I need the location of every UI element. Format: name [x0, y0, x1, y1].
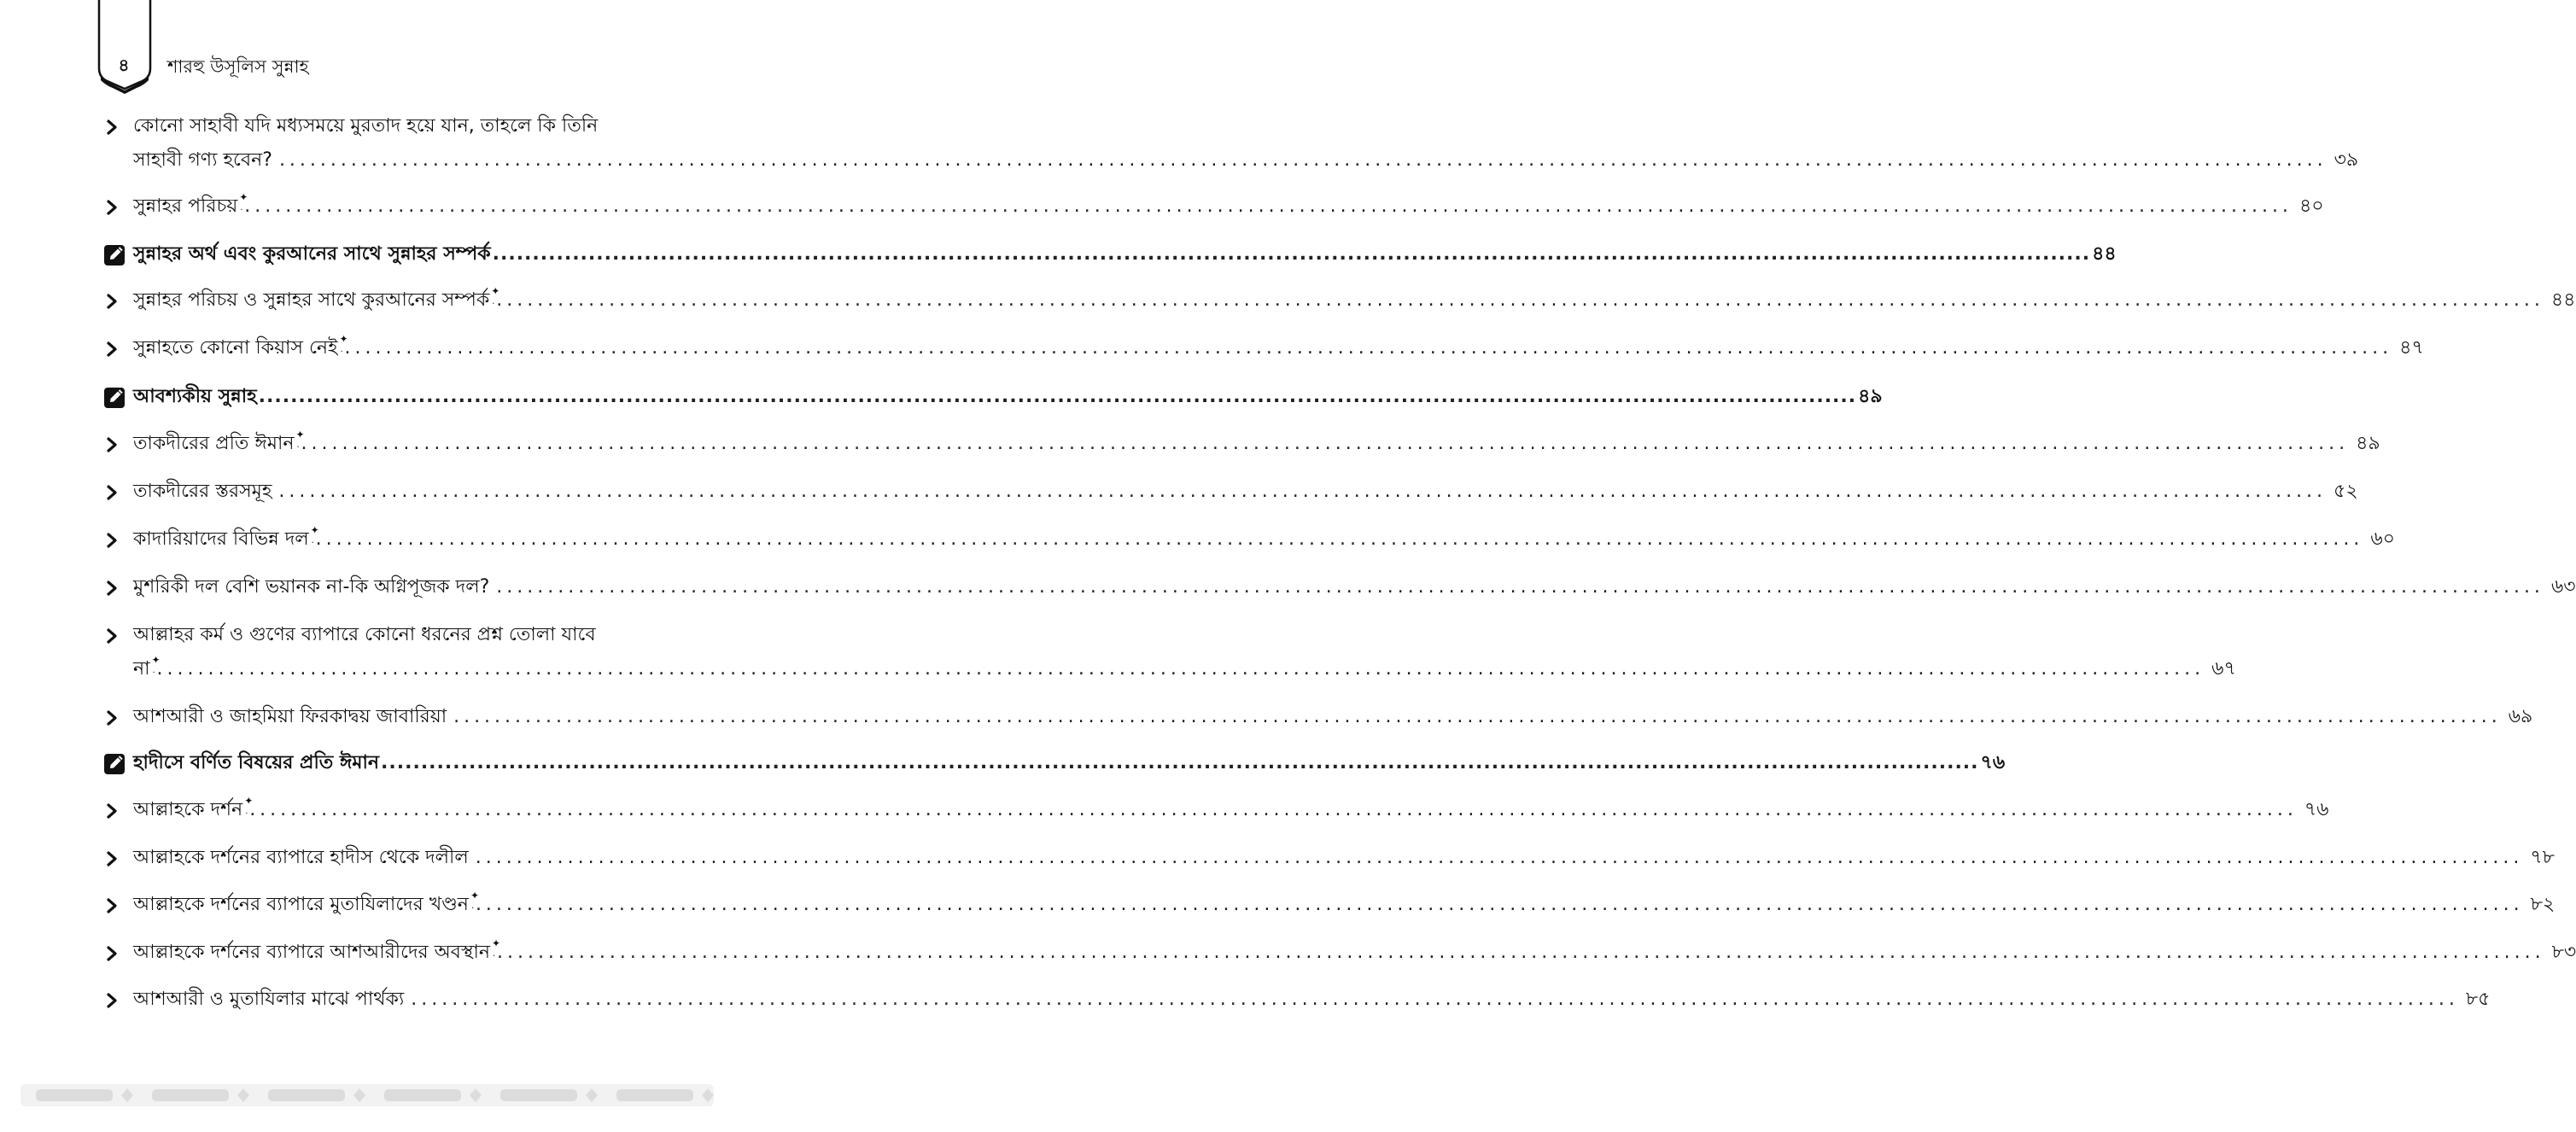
toc-entry-title: সুন্নাহর অর্থ এবং কুরআনের সাথে সুন্নাহর সম্পর্ক — [133, 243, 491, 265]
running-title: শারহু উসূলিস সুন্নাহ — [167, 56, 309, 77]
toc-page-number: ৮৫ — [2465, 989, 2491, 1010]
toc-page-number: ৬৩ — [2550, 576, 2576, 598]
leader-dots: ........................................................................................................................................................................................................ — [496, 576, 2544, 598]
chevron-right-icon — [104, 841, 128, 875]
chevron-right-icon — [104, 983, 128, 1017]
toc-page-number: ৫২ — [2334, 481, 2358, 502]
toc-section-entry[interactable] — [104, 237, 2117, 271]
page-number: ৪ — [118, 55, 130, 75]
toc-entry-title: মুশরিকী দল বেশি ভয়ানক না-কি অগ্নিপূজক দল? — [133, 576, 490, 598]
toc-page-number: ৪৯ — [1858, 386, 1883, 407]
leader-dots: ........................................................................................................................................................................................................ — [496, 289, 2544, 311]
toc-entry[interactable]: সুন্নাহর পরিচয় ✦ · ........................................................................................................................................................................................................ ৪০ — [104, 190, 639, 224]
chevron-right-icon — [104, 283, 128, 318]
toc-entry-title: হাদীসে বর্ণিত বিষয়ের প্রতি ঈমান — [133, 752, 380, 773]
toc-entry-title: তাকদীরের স্তরসমূহ — [133, 481, 272, 502]
leader-dots: ........................................................................................................................................................................................................ — [453, 706, 2502, 727]
toc-entry[interactable]: আল্লাহকে দর্শনের ব্যাপারে আশআরীদের অবস্থান ✦ · ........................................................................................................................................................................................................ ৮৩ — [104, 936, 639, 970]
toc-entry[interactable] — [104, 700, 2533, 734]
leader-dots: ........................................................................................................................................................................................................ — [278, 149, 2328, 171]
leader-dots: ........................................................................................................................................................................................................ — [344, 337, 2393, 359]
leader-dots: ........................................................................................................................................................................................................ — [244, 195, 2293, 217]
pencil-icon — [104, 237, 128, 271]
leader-dots: ........................................................................................................................................................................................................ — [258, 386, 1857, 407]
footer-ornament — [20, 1077, 714, 1113]
toc-entry-title: আশআরী ও জাহমিয়া ফিরকাদ্বয় জাবারিয়া — [133, 706, 447, 727]
toc-entry-title: আল্লাহকে দর্শনের ব্যাপারে আশআরীদের অবস্থান — [133, 942, 490, 963]
chevron-right-icon — [104, 570, 128, 604]
toc-page-number: ৭৮ — [2530, 847, 2555, 868]
toc-entry[interactable]: সুন্নাহতে কোনো কিয়াস নেই ✦ · ........................................................................................................................................................................................................ ৪৭ — [104, 331, 639, 365]
chevron-right-icon — [104, 618, 128, 652]
toc-entry[interactable]: আল্লাহকে দর্শন ✦ · ........................................................................................................................................................................................................ ৭৬ — [104, 793, 639, 827]
toc-entry-title: না — [133, 658, 150, 680]
toc-entry[interactable] — [104, 570, 2576, 604]
chevron-right-icon — [104, 475, 128, 509]
toc-entry-title: সাহাবী গণ্য হবেন? — [133, 149, 272, 171]
toc-entry[interactable] — [104, 983, 2491, 1017]
toc-page-number: ৭৬ — [2304, 799, 2329, 820]
toc-entry-title: সুন্নাহতে কোনো কিয়াস নেই — [133, 337, 338, 359]
pencil-icon — [104, 746, 128, 780]
leader-dots: ........................................................................................................................................................................................................ — [315, 528, 2364, 550]
toc-entry[interactable]: কাদারিয়াদের বিভিন্ন দল ✦ · ........................................................................................................................................................................................................ ৬০ — [104, 522, 639, 557]
toc-entry-title: আল্লাহকে দর্শনের ব্যাপারে মুতাযিলাদের খণ্ডন — [133, 894, 469, 915]
toc-page-number: ৪৪ — [2092, 243, 2117, 265]
toc-entry-title: আল্লাহকে দর্শন — [133, 799, 243, 820]
leader-dots: ........................................................................................................................................................................................................ — [411, 989, 2459, 1010]
toc-entry[interactable]: আল্লাহর কর্ম ও গুণের ব্যাপারে কোনো ধরনের প্রশ্ন তোলা যাবে না ✦ · ........................................................................................................................................................................................................ ৬৭ — [104, 618, 639, 686]
toc-entry[interactable]: সুন্নাহর পরিচয় ও সুন্নাহর সাথে কুরআনের সম্পর্ক ✦ · ........................................................................................................................................................................................................ ৪৪ — [104, 283, 639, 318]
toc-page-number: ৬৯ — [2508, 706, 2533, 727]
toc-entry[interactable]: তাকদীরের প্রতি ঈমান ✦ · ........................................................................................................................................................................................................ ৪৯ — [104, 427, 639, 461]
toc-entry-title-line: আল্লাহর কর্ম ও গুণের ব্যাপারে কোনো ধরনের প্রশ্ন তোলা যাবে — [133, 624, 596, 645]
toc-page-number: ৩৯ — [2334, 149, 2359, 171]
leader-dots: ........................................................................................................................................................................................................ — [301, 433, 2350, 454]
chevron-right-icon — [104, 793, 128, 827]
toc-page-number: ৪০ — [2299, 195, 2324, 217]
toc-entry[interactable] — [104, 109, 2359, 178]
toc-entry-title-line: কোনো সাহাবী যদি মধ্যসময়ে মুরতাদ হয়ে যান, তাহলে কি তিনি — [133, 115, 599, 137]
toc-page-number: ৭৬ — [1980, 752, 2006, 773]
chevron-right-icon — [104, 936, 128, 970]
toc-entry[interactable] — [104, 841, 2555, 875]
toc-entry-title: আল্লাহকে দর্শনের ব্যাপারে হাদীস থেকে দলীল — [133, 847, 469, 868]
toc-section-entry[interactable] — [104, 380, 1883, 414]
leader-dots: ........................................................................................................................................................................................................ — [156, 658, 2205, 680]
leader-dots: ........................................................................................................................................................................................................ — [249, 799, 2298, 820]
toc-entry[interactable]: আল্লাহকে দর্শনের ব্যাপারে মুতাযিলাদের খণ্ডন ✦ · ........................................................................................................................................................................................................ ৮২ — [104, 888, 639, 922]
chevron-right-icon — [104, 427, 128, 461]
leader-dots: ........................................................................................................................................................................................................ — [381, 752, 1979, 773]
toc-page-number: ৬০ — [2370, 528, 2395, 550]
leader-dots: ........................................................................................................................................................................................................ — [475, 894, 2524, 915]
toc-entry-title: আশআরী ও মুতাযিলার মাঝে পার্থক্য — [133, 989, 405, 1010]
toc-entry-title: সুন্নাহর পরিচয় ও সুন্নাহর সাথে কুরআনের সম্পর্ক — [133, 289, 490, 311]
toc-section-entry[interactable] — [104, 746, 2006, 780]
chevron-right-icon — [104, 888, 128, 922]
toc-page-number: ৬৭ — [2211, 658, 2236, 680]
chevron-right-icon — [104, 331, 128, 365]
toc-page-number: ৮৩ — [2551, 942, 2576, 963]
toc-entry-title: তাকদীরের প্রতি ঈমান — [133, 433, 295, 454]
chevron-right-icon — [104, 522, 128, 557]
chevron-right-icon — [104, 190, 128, 224]
leader-dots: ........................................................................................................................................................................................................ — [278, 481, 2328, 502]
toc-page-number: ৪৯ — [2356, 433, 2380, 454]
chevron-right-icon — [104, 700, 128, 734]
toc-entry-title: আবশ্যকীয় সুন্নাহ — [133, 386, 257, 407]
pencil-icon — [104, 380, 128, 414]
leader-dots: ........................................................................................................................................................................................................ — [475, 847, 2524, 868]
toc-entry-title: কাদারিয়াদের বিভিন্ন দল — [133, 528, 309, 550]
chevron-right-icon — [104, 109, 128, 143]
toc-page-number: ৮২ — [2530, 894, 2556, 915]
toc-page-number: ৪৪ — [2550, 289, 2576, 311]
toc-page-number: ৪৭ — [2399, 337, 2424, 359]
leader-dots: ........................................................................................................................................................................................................ — [496, 942, 2545, 963]
toc-entry[interactable] — [104, 475, 2358, 509]
leader-dots: ........................................................................................................................................................................................................ — [492, 243, 2091, 265]
toc-entry-title: সুন্নাহর পরিচয় — [133, 195, 238, 217]
